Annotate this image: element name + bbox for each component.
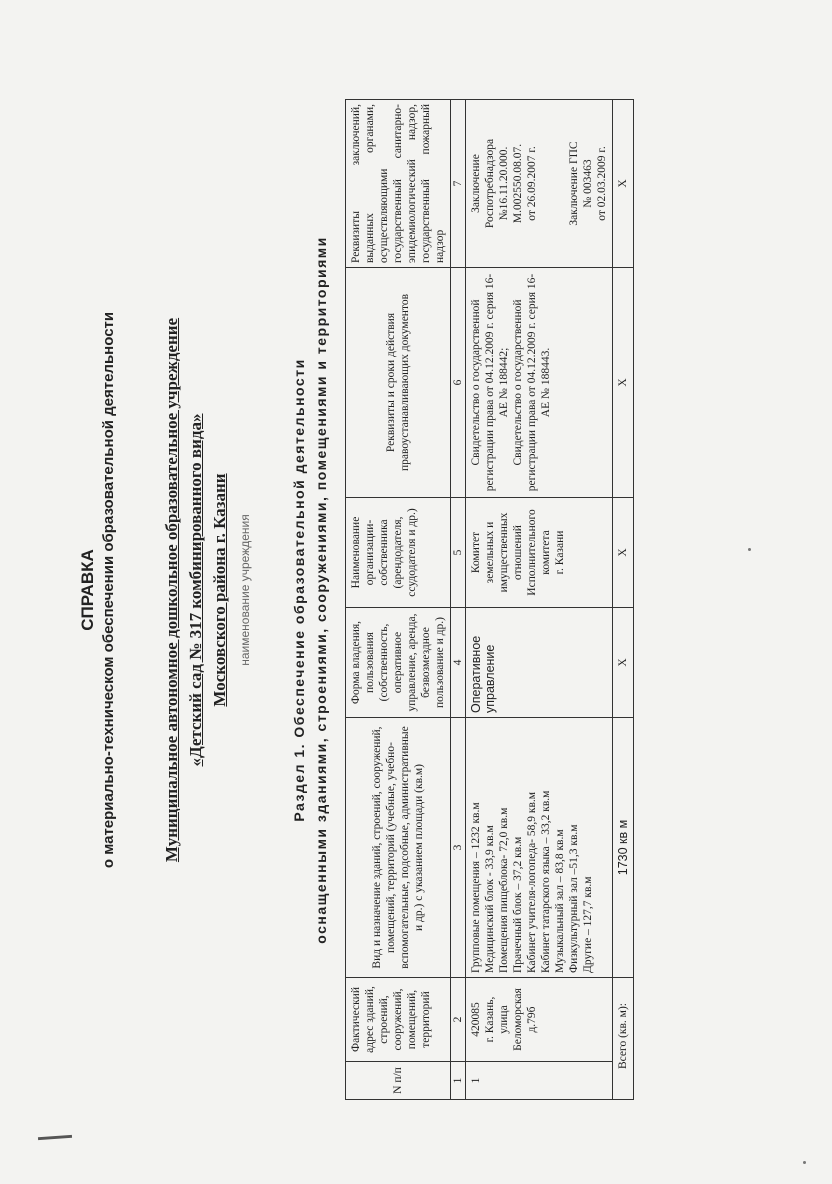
row-number: 1 [466,1062,613,1100]
premises-item: Групповые помещения – 1232 кв.м [470,802,482,973]
conclusion-line: от 26.09.2007 г. [526,146,538,221]
column-number: 2 [451,978,466,1062]
owner-org-line: отношений [512,525,524,580]
header-cell-documents: Реквизиты и сроки действия правоустанавливающих документов [346,268,451,498]
conclusion-line: от 02.03.2009 г. [596,146,608,221]
address-line: д.79б [526,1006,538,1033]
section-subtitle: оснащенными зданиями, строениями, сооружениями, помещениями и территориями [313,236,329,944]
premises-item: Другие – 127,7 кв.м [582,876,594,973]
total-label: Всего (кв. м): [613,978,634,1100]
table-row [466,100,613,1100]
conclusion-line [539,104,553,263]
conclusion-line [553,104,567,263]
conclusion-line: №16.11.20.000. [498,146,510,221]
conclusion-line: Роспотребнадзора [484,138,496,229]
conclusion-line: Заключение [470,154,482,213]
owner-org-line: Исполнительного [526,509,538,596]
document-entry: Свидетельство о государственной регистрации права от 04.12.2009 г. серия 16-АЕ № 188442; [470,273,510,492]
total-cell: Х [613,498,634,608]
address-line: Беломорская [512,988,524,1051]
table-header-row [346,100,451,1100]
document-subtitle: о материально-техническом обеспечении образовательной деятельности [100,311,117,869]
document-page [70,60,790,1120]
owner-org-line: земельных и [484,521,496,584]
total-cell: Х [613,100,634,268]
column-number: 4 [451,608,466,718]
organization-caption: наименование учреждения [238,514,252,666]
header-cell-owner-org: Наименование организации-собственника (арендодателя, ссудодателя и др.) [346,498,451,608]
premises-item: Музыкальный зал – 83,8 кв.м [554,829,566,973]
header-cell-number: N п/п [346,1062,451,1100]
facilities-table [345,99,634,1100]
header-cell-conclusions: Реквизиты заключений, выданных органами, осуществляющими государственный санитарно-эпидемиологический надзор, государственный пожарный надзор [346,100,451,268]
owner-org-line: имущественных [498,512,510,593]
total-cell: Х [613,268,634,498]
column-number: 3 [451,718,466,978]
organization-line-1: Муниципальное автономное дошкольное образовательное учреждение [162,317,181,863]
address-cell [466,978,613,1062]
premises-item: Помещения пищеблока- 72,0 кв.м [498,807,510,973]
address-line: г. Казань, [484,996,496,1043]
address-line: улица [498,1005,510,1034]
total-area: 1730 кв м [613,718,634,978]
ownership-cell: Оперативное управление [466,608,613,718]
section-title: Раздел 1. Обеспечение образовательной деятельности [291,358,307,822]
conclusion-line: М.002550.08.07. [512,143,524,224]
owner-org-line: Комитет [470,531,482,574]
scan-speck [803,1161,806,1164]
premises-item: Медицинский блок - 33,9 кв.м [484,825,496,973]
header-cell-address: Фактический адрес зданий, строений, сооружений, помещений, территорий [346,978,451,1062]
owner-org-line: г. Казани [554,530,566,575]
document-entry: Свидетельство о государственной регистрации права от 04.12.2009 г. серия 16-АЕ № 188443. [512,273,552,492]
conclusion-line: № 003463 [582,159,594,208]
owner-org-line: комитета [540,530,552,575]
conclusion-line: Заключение ГПС [568,141,580,226]
document-title: СПРАВКА [78,549,97,631]
total-row [613,100,634,1100]
owner-org-cell [466,498,613,608]
organization-line-2: «Детский сад № 317 комбинированного вида» [186,413,205,767]
address-line: 420085 [470,1002,482,1037]
premises-cell [466,718,613,978]
premises-item: Физкультурный зал –51,3 кв.м [568,824,580,973]
premises-item: Кабинет татарского языка – 33,2 кв.м [540,790,552,973]
column-number-row [451,100,466,1100]
column-number: 5 [451,498,466,608]
header-cell-ownership: Форма владения, пользования (собственность, оперативное управление, аренда, безвозмездное пользование и др.) [346,608,451,718]
column-number: 1 [451,1062,466,1100]
column-number: 6 [451,268,466,498]
column-number: 7 [451,100,466,268]
organization-line-3: Московского района г. Казани [210,473,229,707]
documents-cell [466,268,613,498]
premises-item: Прачечный блок – 37,2 кв.м [512,836,524,973]
premises-item: Кабинет учителя-логопеда- 58,9 кв.м [526,791,538,973]
scan-artifact-stroke [38,1135,72,1140]
header-cell-premises: Вид и назначение зданий, строений, сооружений, помещений, территорий (учебные, учебно-вспомогательные, подсобные, административные и др.) с указанием площади (кв.м) [346,718,451,978]
total-cell: Х [613,608,634,718]
conclusions-cell [466,100,613,268]
